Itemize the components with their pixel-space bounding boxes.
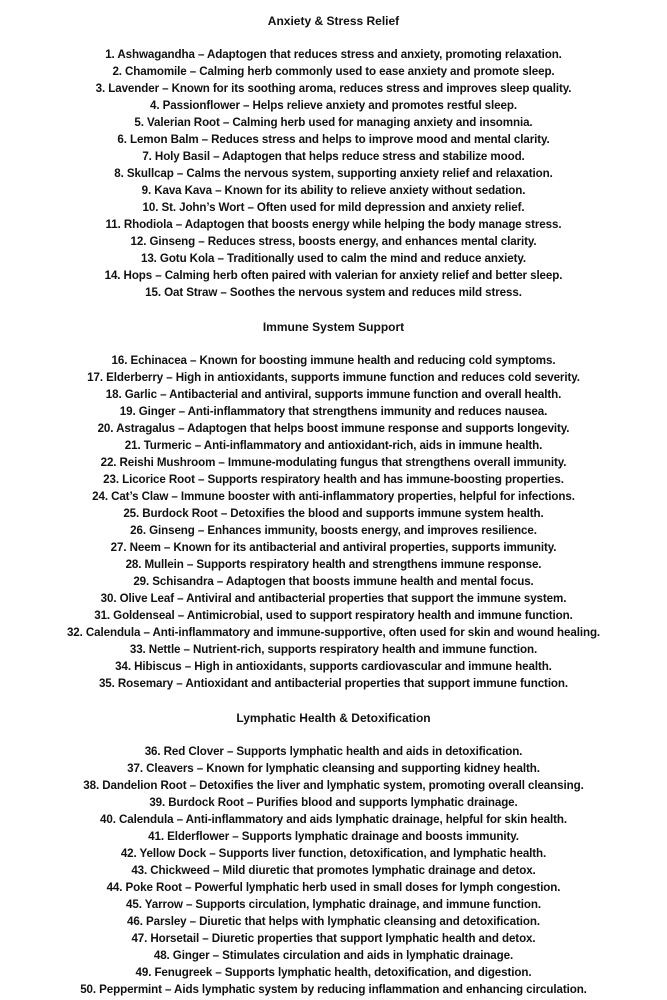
section-immune-system-support <box>0 319 667 692</box>
list-item: 34. Hibiscus – High in antioxidants, supports cardiovascular and immune health. <box>115 660 552 673</box>
list-item: 30. Olive Leaf – Antiviral and antibacterial properties that support the immune system. <box>100 592 567 605</box>
list-item: 6. Lemon Balm – Reduces stress and helps to improve mood and mental clarity. <box>117 133 550 146</box>
list-item: 21. Turmeric – Anti-inflammatory and antioxidant-rich, aids in immune health. <box>124 439 543 452</box>
list-item: 38. Dandelion Root – Detoxifies the liver and lymphatic system, promoting overall cleansing. <box>83 779 584 792</box>
list-item: 28. Mullein – Supports respiratory health and strengthens immune response. <box>125 558 542 571</box>
herb-list <box>0 46 667 301</box>
list-item: 23. Licorice Root – Supports respiratory health and has immune-boosting properties. <box>103 473 564 486</box>
list-item: 9. Kava Kava – Known for its ability to relieve anxiety without sedation. <box>141 184 526 197</box>
list-item: 32. Calendula – Anti-inflammatory and immune-supportive, often used for skin and wound healing. <box>66 626 601 639</box>
list-item: 7. Holy Basil – Adaptogen that helps reduce stress and stabilize mood. <box>142 150 525 163</box>
herb-list <box>0 743 667 998</box>
herb-list <box>0 352 667 692</box>
list-item: 42. Yellow Dock – Supports liver function, detoxification, and lymphatic health. <box>120 847 547 860</box>
list-item: 27. Neem – Known for its antibacterial and antiviral properties, supports immunity. <box>110 541 557 554</box>
section-heading: Immune System Support <box>262 320 405 334</box>
list-item: 18. Garlic – Antibacterial and antiviral, supports immune function and overall health. <box>105 388 562 401</box>
list-item: 29. Schisandra – Adaptogen that boosts immune health and mental focus. <box>133 575 534 588</box>
list-item: 45. Yarrow – Supports circulation, lymphatic drainage, and immune function. <box>126 898 541 911</box>
list-item: 4. Passionflower – Helps relieve anxiety and promotes restful sleep. <box>150 99 517 112</box>
list-item: 16. Echinacea – Known for boosting immune health and reducing cold symptoms. <box>111 354 556 367</box>
list-item: 20. Astragalus – Adaptogen that helps boost immune response and supports longevity. <box>97 422 570 435</box>
list-item: 24. Cat’s Claw – Immune booster with anti-inflammatory properties, helpful for infections. <box>92 490 575 503</box>
list-item: 11. Rhodiola – Adaptogen that boosts energy while helping the body manage stress. <box>105 218 562 231</box>
section-lymphatic-health-detox <box>0 710 667 998</box>
list-item: 33. Nettle – Nutrient-rich, supports respiratory health and immune function. <box>129 643 538 656</box>
list-item: 1. Ashwagandha – Adaptogen that reduces stress and anxiety, promoting relaxation. <box>105 48 562 61</box>
list-item: 39. Burdock Root – Purifies blood and supports lymphatic drainage. <box>149 796 518 809</box>
list-item: 10. St. John’s Wort – Often used for mild depression and anxiety relief. <box>142 201 525 214</box>
sections-container <box>0 13 667 998</box>
list-item: 19. Ginger – Anti-inflammatory that strengthens immunity and reduces nausea. <box>119 405 548 418</box>
list-item: 50. Peppermint – Aids lymphatic system by reducing inflammation and enhancing circulation. <box>80 983 587 996</box>
section-anxiety-stress-relief <box>0 13 667 301</box>
list-item: 15. Oat Straw – Soothes the nervous system and reduces mild stress. <box>145 286 522 299</box>
list-item: 14. Hops – Calming herb often paired with valerian for anxiety relief and better sleep. <box>104 269 563 282</box>
list-item: 5. Valerian Root – Calming herb used for managing anxiety and insomnia. <box>134 116 533 129</box>
list-item: 43. Chickweed – Mild diuretic that promotes lymphatic drainage and detox. <box>131 864 536 877</box>
list-item: 40. Calendula – Anti-inflammatory and aids lymphatic drainage, helpful for skin health. <box>100 813 567 826</box>
list-item: 12. Ginseng – Reduces stress, boosts energy, and enhances mental clarity. <box>130 235 537 248</box>
section-heading: Anxiety & Stress Relief <box>267 14 400 28</box>
list-item: 3. Lavender – Known for its soothing aroma, reduces stress and improves sleep quality. <box>95 82 572 95</box>
list-item: 36. Red Clover – Supports lymphatic health and aids in detoxification. <box>144 745 523 758</box>
list-item: 22. Reishi Mushroom – Immune-modulating fungus that strengthens overall immunity. <box>100 456 567 469</box>
list-item: 8. Skullcap – Calms the nervous system, supporting anxiety relief and relaxation. <box>114 167 553 180</box>
section-heading: Lymphatic Health & Detoxification <box>236 711 431 725</box>
list-item: 47. Horsetail – Diuretic properties that support lymphatic health and detox. <box>131 932 536 945</box>
list-item: 17. Elderberry – High in antioxidants, supports immune function and reduces cold severity. <box>87 371 580 384</box>
list-item: 13. Gotu Kola – Traditionally used to calm the mind and reduce anxiety. <box>140 252 527 265</box>
list-item: 41. Elderflower – Supports lymphatic drainage and boosts immunity. <box>148 830 519 843</box>
list-item: 26. Ginseng – Enhances immunity, boosts energy, and improves resilience. <box>130 524 537 537</box>
list-item: 48. Ginger – Stimulates circulation and aids in lymphatic drainage. <box>153 949 514 962</box>
list-item: 37. Cleavers – Known for lymphatic cleansing and supporting kidney health. <box>127 762 540 775</box>
list-item: 44. Poke Root – Powerful lymphatic herb used in small doses for lymph congestion. <box>106 881 561 894</box>
list-item: 49. Fenugreek – Supports lymphatic health, detoxification, and digestion. <box>135 966 532 979</box>
list-item: 25. Burdock Root – Detoxifies the blood and supports immune system health. <box>123 507 544 520</box>
list-item: 31. Goldenseal – Antimicrobial, used to support respiratory health and immune function. <box>94 609 573 622</box>
list-item: 46. Parsley – Diuretic that helps with lymphatic cleansing and detoxification. <box>127 915 540 928</box>
list-item: 2. Chamomile – Calming herb commonly used to ease anxiety and promote sleep. <box>112 65 555 78</box>
list-item: 35. Rosemary – Antioxidant and antibacterial properties that support immune function. <box>98 677 569 690</box>
